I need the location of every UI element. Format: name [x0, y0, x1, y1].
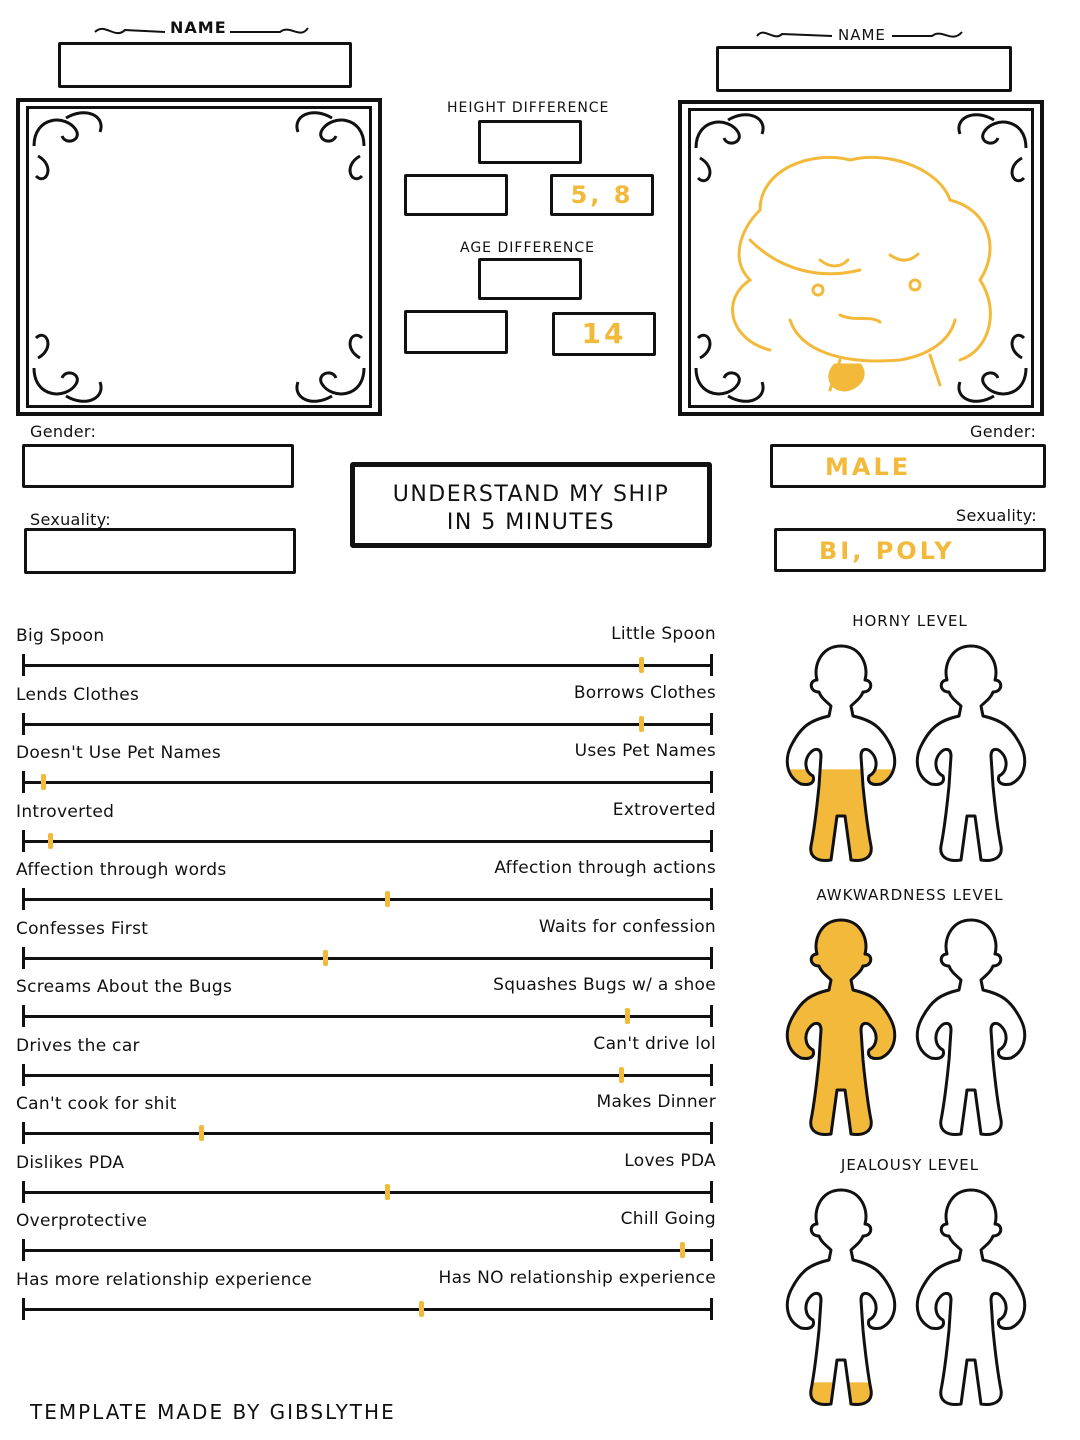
age-left-box[interactable] [404, 310, 508, 354]
slider-track[interactable] [22, 1015, 710, 1018]
slider-marker[interactable] [199, 1125, 204, 1141]
left-gender-field[interactable] [22, 444, 294, 488]
slider-left-label: Dislikes PDA [16, 1152, 125, 1173]
slider-left-label: Big Spoon [16, 626, 105, 646]
level-figure-outline [917, 1190, 1024, 1404]
slider-cap-left [22, 1239, 25, 1261]
age-difference-label: AGE DIFFERENCE [460, 240, 596, 256]
age-difference-top-box[interactable] [478, 258, 582, 300]
slider-track[interactable] [22, 1074, 710, 1077]
left-sexuality-field[interactable] [24, 528, 296, 574]
slider-right-label: Squashes Bugs w/ a shoe [493, 975, 716, 995]
slider-track[interactable] [22, 1132, 710, 1135]
slider-right-label: Makes Dinner [596, 1092, 716, 1112]
right-name-label: NAME [838, 26, 886, 44]
slider-cap-right [710, 771, 713, 793]
slider-marker[interactable] [41, 774, 46, 790]
slider-marker[interactable] [385, 1184, 390, 1200]
level-label: HORNY LEVEL [852, 612, 968, 630]
right-gender-label: Gender: [970, 422, 1037, 441]
slider-right-label: Borrows Clothes [573, 682, 716, 703]
slider-right-label: Has NO relationship experience [438, 1267, 716, 1288]
slider-cap-right [710, 1122, 713, 1144]
right-sexuality-label: Sexuality: [956, 506, 1037, 525]
slider-cap-left [22, 713, 25, 735]
slider-marker[interactable] [385, 891, 390, 907]
level-figure-outline [917, 646, 1024, 860]
slider-track[interactable] [22, 1308, 710, 1311]
level-figure-filled [787, 646, 894, 860]
level-figures-icon [772, 636, 1042, 868]
left-gender-label: Gender: [30, 422, 97, 441]
slider-cap-right [710, 888, 713, 910]
slider-right-label: Uses Pet Names [574, 741, 716, 761]
slider-track[interactable] [22, 840, 710, 843]
slider-cap-left [22, 1064, 25, 1086]
right-sexuality-field[interactable]: BI, POLY [774, 528, 1046, 572]
slider-track[interactable] [22, 1249, 710, 1252]
level-figure-outline [917, 920, 1024, 1134]
slider-right-label: Affection through actions [494, 858, 716, 878]
slider-right-label: Waits for confession [538, 916, 716, 937]
title-box [350, 462, 712, 548]
slider-left-label: Doesn't Use Pet Names [16, 743, 221, 763]
slider-right-label: Loves PDA [624, 1150, 716, 1171]
slider-cap-left [22, 1298, 25, 1320]
left-frame-swirl-icon [26, 106, 372, 408]
slider-cap-right [710, 1239, 713, 1261]
slider-marker[interactable] [625, 1008, 630, 1024]
height-right-box[interactable]: 5, 8 [550, 174, 654, 216]
slider-cap-right [710, 1005, 713, 1027]
slider-cap-right [710, 713, 713, 735]
slider-cap-left [22, 888, 25, 910]
slider-cap-right [710, 947, 713, 969]
slider-cap-left [22, 1181, 25, 1203]
slider-cap-right [710, 1064, 713, 1086]
level-figures-icon [772, 1180, 1042, 1412]
slider-cap-right [710, 1181, 713, 1203]
age-right-box[interactable]: 14 [552, 312, 656, 356]
slider-marker[interactable] [419, 1301, 424, 1317]
slider-track[interactable] [22, 723, 710, 726]
slider-left-label: Can't cook for shit [16, 1094, 177, 1114]
slider-right-label: Can't drive lol [593, 1033, 716, 1054]
slider-cap-left [22, 830, 25, 852]
height-difference-label: HEIGHT DIFFERENCE [447, 100, 610, 116]
right-name-field[interactable] [716, 46, 1012, 92]
slider-left-label: Confesses First [16, 918, 149, 939]
slider-cap-left [22, 771, 25, 793]
slider-right-label: Little Spoon [611, 624, 716, 644]
level-label: AWKWARDNESS LEVEL [816, 886, 1004, 904]
slider-left-label: Drives the car [16, 1035, 140, 1056]
slider-track[interactable] [22, 664, 710, 667]
slider-track[interactable] [22, 898, 710, 901]
left-name-flourish [90, 20, 350, 42]
slider-track[interactable] [22, 1191, 710, 1194]
left-name-field[interactable] [58, 42, 352, 88]
slider-marker[interactable] [680, 1242, 685, 1258]
slider-track[interactable] [22, 957, 710, 960]
character-doodle-icon [700, 150, 1020, 400]
height-difference-top-box[interactable] [478, 120, 582, 164]
slider-cap-left [22, 1122, 25, 1144]
right-name-flourish [752, 24, 972, 46]
slider-marker[interactable] [639, 716, 644, 732]
slider-marker[interactable] [639, 657, 644, 673]
slider-left-label: Overprotective [16, 1211, 148, 1231]
slider-track[interactable] [22, 781, 710, 784]
height-left-box[interactable] [404, 174, 508, 216]
slider-marker[interactable] [48, 833, 53, 849]
level-label: JEALOUSY LEVEL [840, 1156, 980, 1174]
level-figures-icon [772, 910, 1042, 1142]
slider-cap-left [22, 1005, 25, 1027]
slider-left-label: Screams About the Bugs [16, 977, 233, 997]
slider-cap-right [710, 830, 713, 852]
title-line-1: UNDERSTAND MY SHIP [392, 482, 670, 507]
level-figure-filled [787, 1190, 894, 1404]
slider-left-label: Lends Clothes [16, 684, 140, 705]
left-name-label: NAME [170, 18, 227, 37]
slider-right-label: Chill Going [620, 1209, 716, 1229]
title-line-2: IN 5 MINUTES [446, 510, 616, 535]
slider-right-label: Extroverted [612, 799, 716, 820]
slider-marker[interactable] [323, 950, 328, 966]
footer-credit: TEMPLATE MADE BY GIBSLYTHE [30, 1400, 396, 1424]
slider-cap-left [22, 654, 25, 676]
slider-cap-right [710, 1298, 713, 1320]
right-gender-field[interactable]: MALE [770, 444, 1046, 488]
slider-left-label: Introverted [16, 801, 115, 822]
level-figure-filled [787, 920, 894, 1134]
slider-cap-right [710, 654, 713, 676]
slider-left-label: Has more relationship experience [16, 1269, 313, 1290]
slider-left-label: Affection through words [16, 860, 227, 880]
slider-cap-left [22, 947, 25, 969]
left-sexuality-label: Sexuality: [30, 510, 111, 529]
slider-marker[interactable] [619, 1067, 624, 1083]
